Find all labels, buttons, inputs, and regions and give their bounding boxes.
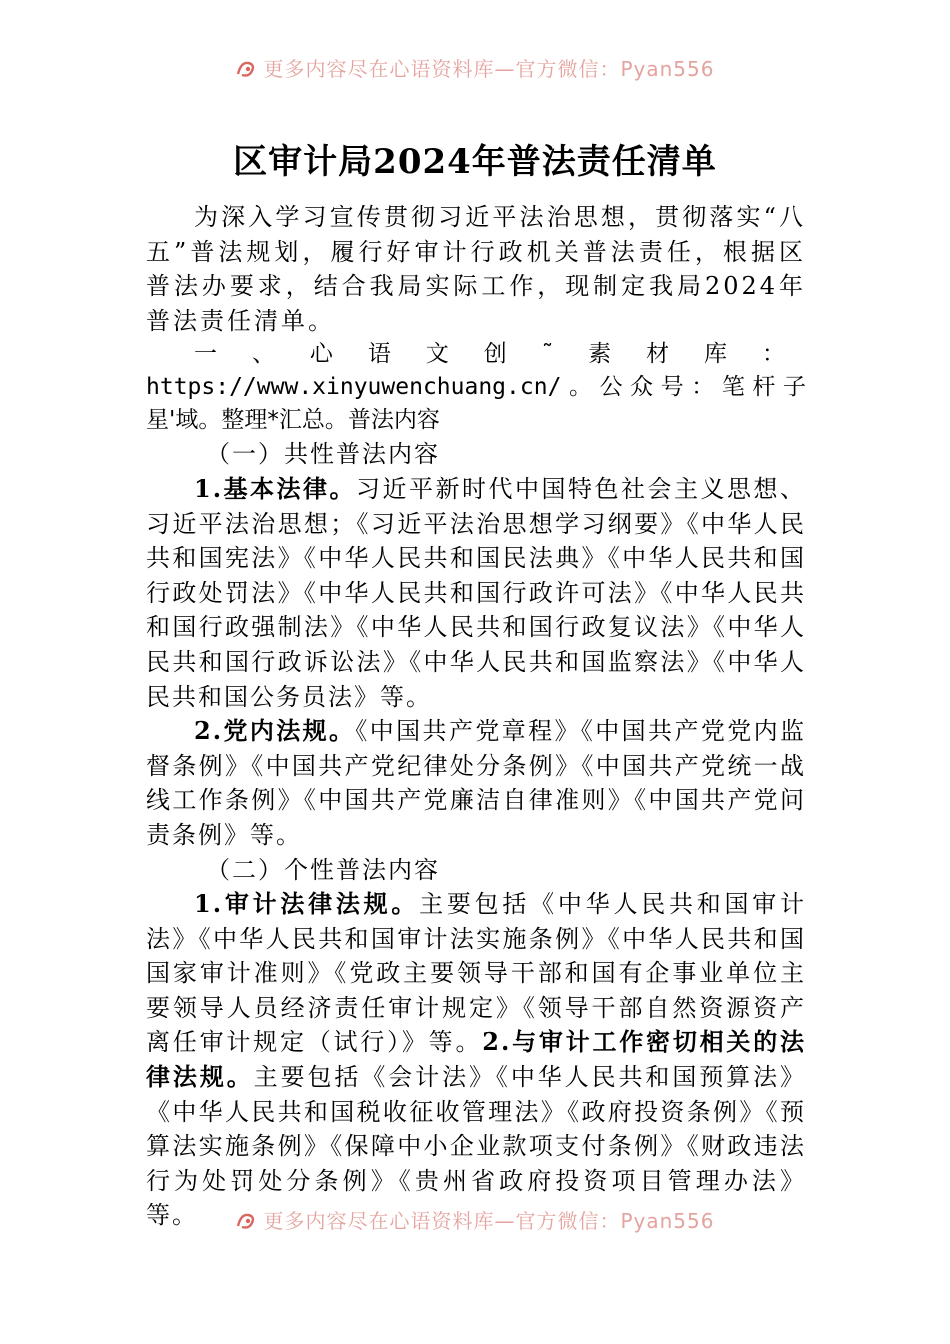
section1-tail: 。公众号：笔杆子星'域。整理*汇总。普法内容 bbox=[146, 374, 806, 434]
watermark-logo-icon bbox=[235, 1210, 257, 1232]
item-related-law-text: 主要包括《会计法》《中华人民共和国预算法》《中华人民共和国税收征收管理法》《政府投资条例》《预算法实施条例》《保障中小企业款项支付条例》《财政违法行为处罚处分条例》《贵州省政府投资项目管理办法》等。 bbox=[146, 1063, 807, 1230]
watermark-logo-icon bbox=[235, 58, 257, 80]
item-basic-law-text: 习近平新时代中国特色社会主义思想、习近平法治思想；《习近平法治思想学习纲要》《中华人民共和国宪法》《中华人民共和国民法典》《中华人民共和国行政处罚法》《中华人民共和国行政许可法》《中华人民共和国行政强制法》《中华人民共和国行政复议法》《中华人民共和国行政诉讼法》《中华人民共和国监察法》《中华人民共和国公务员法》等。 bbox=[146, 474, 807, 711]
item-audit-law-text: 主要包括《中华人民共和国审计法》《中华人民共和国审计法实施条例》《中华人民共和国国家审计准则》《党政主要领导干部和国有企事业单位主要领导人员经济责任审计规定》《领导干部自然资源资产离任审计规定（试行）》等。 bbox=[146, 890, 807, 1057]
section1-spaced-text: 一、心语文创˜素材库： bbox=[194, 341, 806, 368]
document-title: 区审计局2024年普法责任清单 bbox=[233, 142, 717, 182]
watermark-bottom-text: 更多内容尽在心语资料库—官方微信：Pyan556 bbox=[263, 1209, 715, 1233]
section1-heading bbox=[146, 338, 806, 437]
item-party-rules-text: 《中国共产党章程》《中国共产党党内监督条例》《中国共产党纪律处分条例》《中国共产党统一战线工作条例》《中国共产党廉洁自律准则》《中国共产党问责条例》等。 bbox=[146, 717, 806, 849]
intro-paragraph: 为深入学习宣传贯彻习近平法治思想，贯彻落实“八五”普法规划，履行好审计行政机关普法责任，根据区普法办要求，结合我局实际工作，现制定我局2024年普法责任清单。 bbox=[146, 203, 806, 335]
item-audit-law-label: 1.审计法律法规。 bbox=[194, 889, 420, 919]
item-related-law-label: 2.与审计工作密切相关的法律法规。 bbox=[146, 1027, 806, 1092]
item-party-rules-label: 2.党内法规。 bbox=[194, 716, 356, 746]
item-audit-law bbox=[146, 887, 806, 1233]
item-basic-law bbox=[146, 472, 806, 714]
item-party-rules bbox=[146, 714, 806, 852]
watermark-bottom bbox=[0, 1206, 950, 1236]
document-body bbox=[146, 200, 806, 1233]
section1-url[interactable]: https://www.xinyuwenchuang.cn/ bbox=[146, 374, 562, 401]
item-basic-law-label: 1.基本法律。 bbox=[194, 473, 357, 503]
subheading-common: （一）共性普法内容 bbox=[206, 440, 440, 469]
watermark-top bbox=[0, 54, 950, 84]
watermark-top-text: 更多内容尽在心语资料库—官方微信：Pyan556 bbox=[263, 57, 715, 81]
subheading-specific: （二）个性普法内容 bbox=[206, 855, 440, 884]
